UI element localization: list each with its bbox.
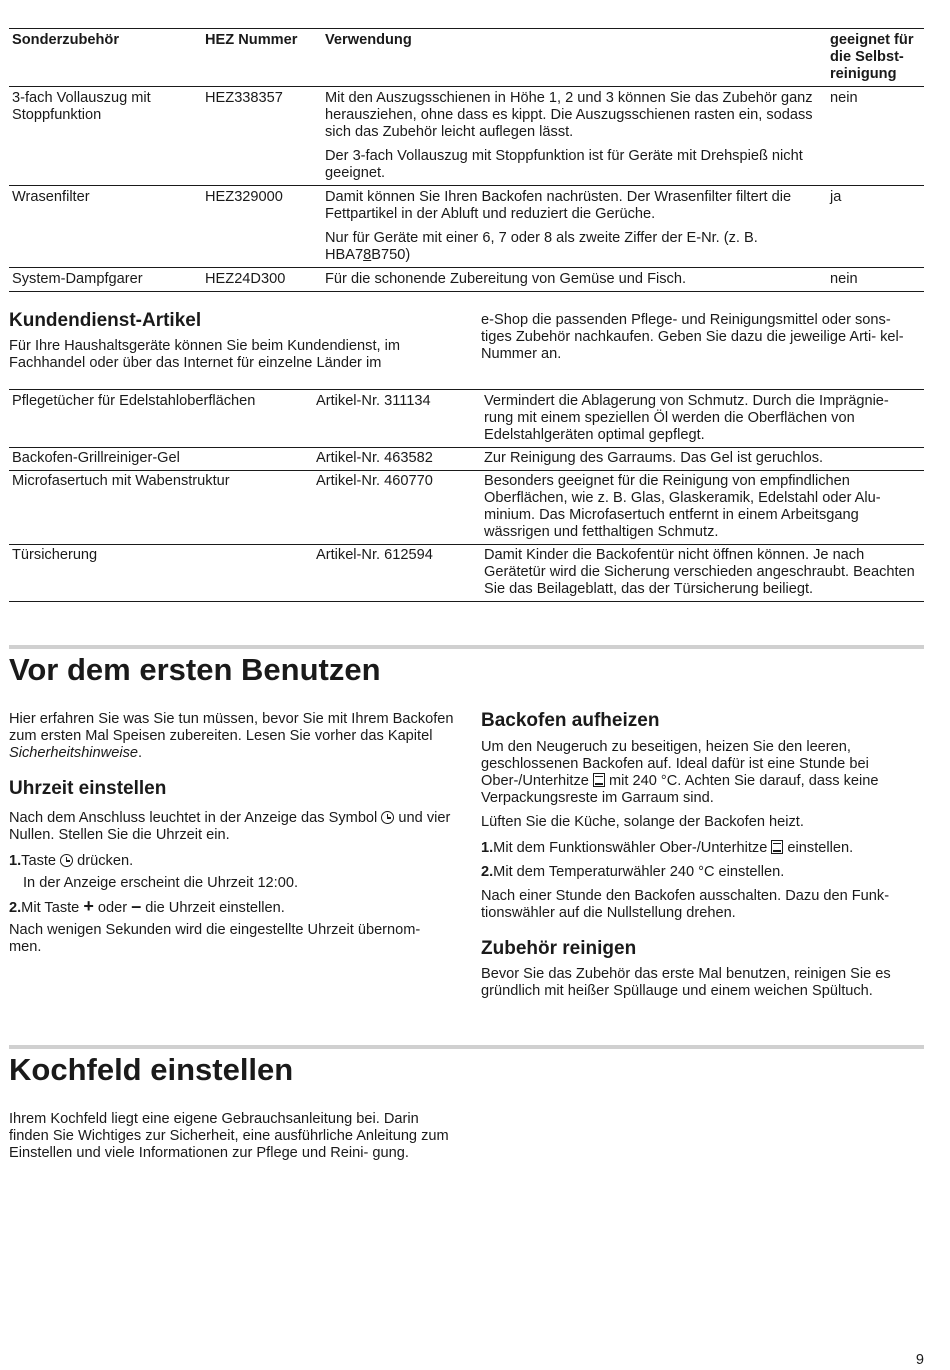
service-item-description: Vermindert die Ablagerung von Schmutz. Durch die Imprägnie- rung mit einem speziellen Öl werden die Oberflächen von Edelstahlgeräten optimal gepflegt. (481, 390, 924, 448)
service-item-name: Pflegetücher für Edelstahloberflächen (9, 390, 313, 448)
step-number: 1. (481, 840, 494, 856)
clock-icon (60, 854, 73, 867)
table-header-row (9, 29, 924, 87)
heat-text-part: Um den Neugeruch zu beseitigen, heizen Sie den leeren, geschlossenen Backofen auf. Ideal dafür ist eine Stunde bei Ober-/Unterhitze (481, 739, 869, 789)
usage-paragraph (325, 230, 823, 264)
self-clean-value: nein (827, 268, 924, 292)
minus-icon: – (131, 896, 142, 916)
usage-text: Nur für Geräte mit einer 6, 7 oder 8 als zweite Ziffer der E-Nr. (z. B. HBA7 (325, 230, 758, 263)
table-row (9, 390, 924, 448)
accessory-table (9, 28, 924, 292)
service-item-name: Backofen-Grillreiniger-Gel (9, 448, 313, 471)
clock-after-text: Nach wenigen Sekunden wird die eingestellte Uhrzeit übernom- men. (9, 922, 421, 955)
intro-text: Hier erfahren Sie was Sie tun müssen, bevor Sie mit Ihrem Backofen zum ersten Mal Speisen zubereiten. Lesen Sie vorher das Kapitel (9, 711, 454, 744)
step-text: Mit dem Funktionswähler Ober-/Unterhitze (493, 840, 772, 856)
column-header: Sonderzubehör (9, 29, 202, 87)
clock-step-2 (9, 898, 285, 917)
accessory-name: System-Dampfgarer (9, 268, 202, 292)
usage-text: B750) (371, 247, 411, 263)
service-item-number: Artikel-Nr. 460770 (313, 471, 481, 545)
page-number: 9 (915, 1352, 924, 1368)
clock-text-part: Nach dem Anschluss leuchtet in der Anzeige das Symbol (9, 810, 382, 826)
service-intro-right: e-Shop die passenden Pflege- und Reinigungsmittel oder sons- tiges Zubehör nachkaufen. Geben Sie dazu die jeweilige Arti- kel-Nummer an. (481, 312, 904, 362)
step-text: die Uhrzeit einstellen. (141, 900, 285, 916)
heat-text (481, 739, 924, 807)
section-title-first-use: Vor dem ersten Benutzen (9, 652, 381, 687)
accessory-name: Wrasenfilter (9, 186, 202, 268)
service-item-description: Zur Reinigung des Garraums. Das Gel ist geruchlos. (481, 448, 924, 471)
service-item-description: Damit Kinder die Backofentür nicht öffnen können. Je nach Gerätetür wird die Sicherung verschieden angeschraubt. Beachten Sie das Beilageblatt, das der Türsicherung beiliegt. (481, 545, 924, 602)
table-row (9, 186, 924, 268)
heat-step-2 (481, 864, 784, 881)
heat-text-part: mit 240 °C. Achten Sie darauf, dass keine Verpackungsreste im Garraum sind. (481, 773, 879, 806)
clock-step-1-result: In der Anzeige erscheint die Uhrzeit 12:00. (23, 875, 299, 891)
service-item-name: Türsicherung (9, 545, 313, 602)
step-text: Taste (21, 853, 61, 869)
column-header: Verwendung (322, 29, 827, 87)
step-text: oder (93, 900, 132, 916)
accessory-number: HEZ329000 (202, 186, 322, 268)
clock-icon (381, 811, 394, 824)
hob-text: Ihrem Kochfeld liegt eine eigene Gebrauchsanleitung bei. Darin finden Sie Wichtiges zur Sicherheit, eine ausführliche Anleitung zum Einstellen und viele Informationen zur Pflege und Reini- gung. (9, 1111, 449, 1161)
service-item-number: Artikel-Nr. 463582 (313, 448, 481, 471)
table-row (9, 268, 924, 292)
usage-paragraph: Mit den Auszugsschienen in Höhe 1, 2 und 3 können Sie das Zubehör ganz herausziehen, ohne dass es kippt. Die Auszugsschienen rasten ein, sodass sich das Zubehör leicht auflegen lässt. (325, 90, 813, 140)
step-text: drücken. (73, 853, 134, 869)
intro-link-safety: Sicherheitshinweise (9, 745, 138, 761)
heat-step-1 (481, 840, 853, 857)
service-table (9, 389, 924, 602)
service-heading: Kundendienst-Artikel (9, 310, 202, 331)
top-bottom-heat-icon (593, 773, 605, 787)
column-header: geeignet für die Selbst- reinigung (827, 29, 924, 87)
intro-text: . (137, 745, 143, 761)
accessory-usage (322, 87, 827, 186)
table-row (9, 448, 924, 471)
accessory-number: HEZ338357 (202, 87, 322, 186)
first-use-intro (9, 711, 454, 762)
accessory-usage (322, 268, 827, 292)
heat-heading: Backofen aufheizen (481, 710, 660, 731)
heat-text-2: Lüften Sie die Küche, solange der Backofen heizt. (481, 814, 804, 830)
service-item-description: Besonders geeignet für die Reinigung von empfindlichen Oberflächen, wie z. B. Glas, Glaskeramik, Edelstahl oder Alu- minium. Das Microfasertuch entfernt in einem Arbeitsgang wässrigen und fetthaltigen Schmutz. (481, 471, 924, 545)
usage-paragraph: Damit können Sie Ihren Backofen nachrüsten. Der Wrasenfilter filtert die Fettpartikel in der Abluft und reduziert die Gerüche. (325, 189, 792, 222)
accessory-name: 3-fach Vollauszug mit Stoppfunktion (9, 87, 202, 186)
service-item-number: Artikel-Nr. 612594 (313, 545, 481, 602)
section-divider (9, 1045, 924, 1049)
step-text: einstellen. (783, 840, 854, 856)
clock-step-1 (9, 853, 133, 870)
clock-heading: Uhrzeit einstellen (9, 778, 167, 799)
table-row (9, 545, 924, 602)
clock-text (9, 810, 454, 844)
table-row (9, 471, 924, 545)
self-clean-value: ja (827, 186, 924, 268)
step-text: Mit dem Temperaturwähler 240 °C einstellen. (493, 864, 785, 880)
usage-paragraph: Für die schonende Zubereitung von Gemüse und Fisch. (325, 271, 686, 287)
column-header: HEZ Nummer (202, 29, 322, 87)
usage-text-underlined: 8 (363, 247, 372, 263)
step-number: 1. (9, 853, 22, 869)
top-bottom-heat-icon (771, 840, 783, 854)
step-number: 2. (9, 900, 22, 916)
step-text: Mit Taste (21, 900, 84, 916)
plus-icon: + (83, 896, 94, 916)
accessory-usage (322, 186, 827, 268)
accessory-cleaning-text: Bevor Sie das Zubehör das erste Mal benutzen, reinigen Sie es gründlich mit heißer Spüllauge und einem weichen Spültuch. (481, 966, 891, 999)
service-item-name: Microfasertuch mit Wabenstruktur (9, 471, 313, 545)
self-clean-value: nein (827, 87, 924, 186)
accessory-cleaning-heading: Zubehör reinigen (481, 938, 637, 959)
table-row (9, 87, 924, 186)
service-item-number: Artikel-Nr. 311134 (313, 390, 481, 448)
clock-text-part: und vier Nullen. Stellen Sie die Uhrzeit ein. (9, 810, 451, 843)
accessory-number: HEZ24D300 (202, 268, 322, 292)
section-title-hob: Kochfeld einstellen (9, 1052, 294, 1087)
usage-paragraph: Der 3-fach Vollauszug mit Stoppfunktion ist für Geräte mit Drehspieß nicht geeignet. (325, 148, 803, 181)
heat-after-text: Nach einer Stunde den Backofen ausschalten. Dazu den Funk- tionswähler auf die Nullstellung drehen. (481, 888, 890, 921)
step-number: 2. (481, 864, 494, 880)
service-intro-left: Für Ihre Haushaltsgeräte können Sie beim Kundendienst, im Fachhandel oder über das Internet für einzelne Länder im (9, 338, 401, 371)
section-divider (9, 645, 924, 649)
